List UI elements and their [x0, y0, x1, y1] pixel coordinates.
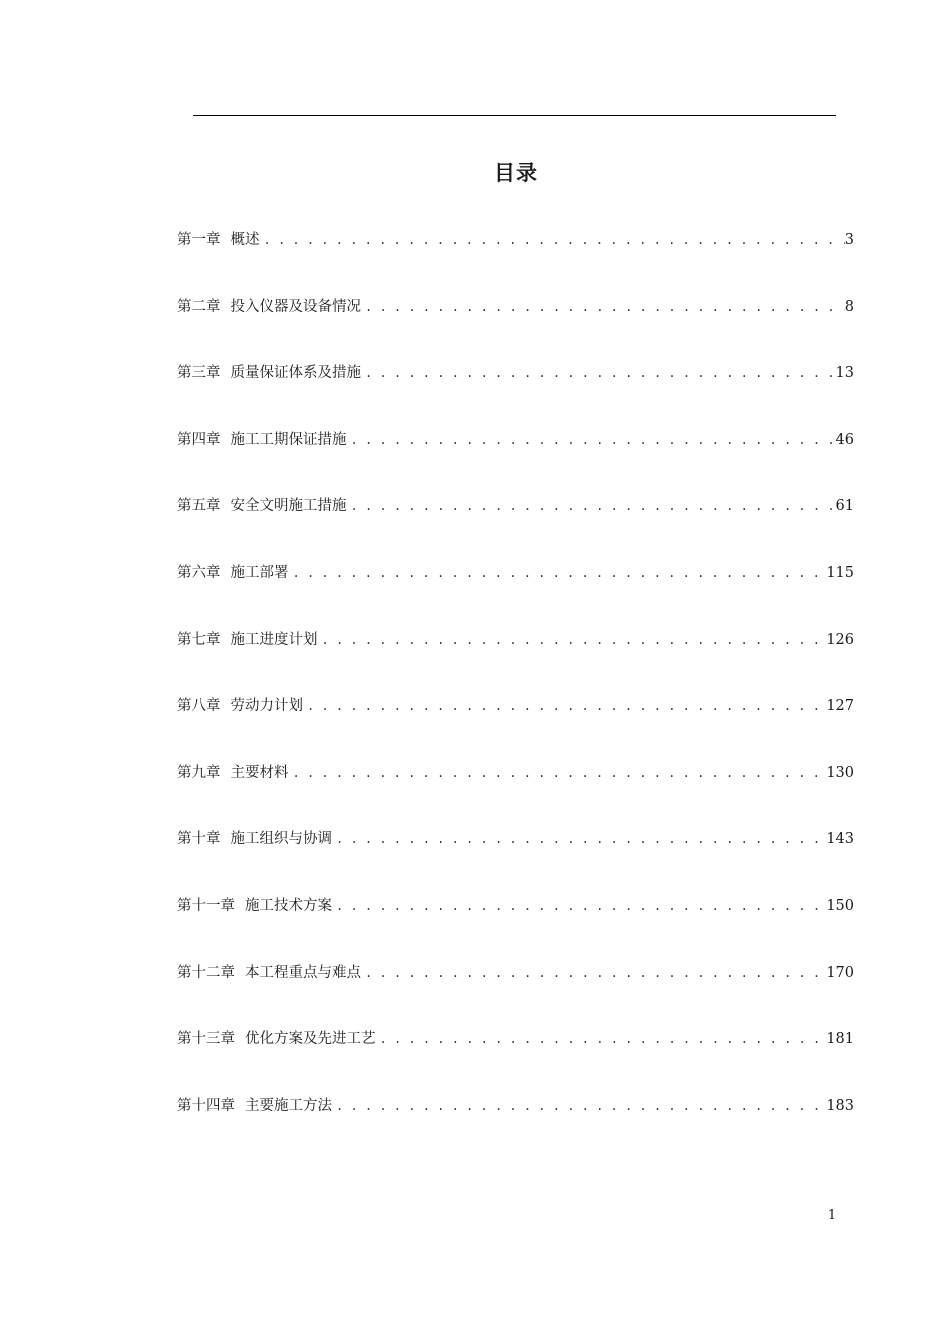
toc-dot-leader [361, 357, 836, 389]
toc-entry[interactable] [177, 690, 854, 757]
toc-entry[interactable] [177, 823, 854, 890]
header-rule [193, 115, 836, 116]
toc-entry[interactable] [177, 357, 854, 424]
toc-title: 目录 [494, 161, 538, 185]
toc-page-number: 143 [826, 831, 854, 848]
toc-entry[interactable] [177, 424, 854, 491]
toc-dot-leader [347, 424, 836, 456]
toc-dot-leader [289, 757, 827, 789]
toc-chapter-name: 施工部署 [230, 564, 289, 581]
toc-chapter-number: 第十四章 [177, 1097, 235, 1114]
toc-page-number: 181 [826, 1031, 854, 1048]
toc-page-number: 130 [826, 764, 854, 781]
toc-dot-leader [289, 557, 827, 589]
toc-chapter-name: 劳动力计划 [230, 698, 303, 715]
toc-chapter-number: 第十章 [177, 831, 221, 848]
toc-entry[interactable] [177, 890, 854, 957]
toc-chapter-number: 第三章 [177, 365, 221, 382]
toc-chapter-number: 第八章 [177, 698, 221, 715]
toc-entry[interactable] [177, 624, 854, 691]
toc-chapter-name: 质量保证体系及措施 [230, 365, 361, 382]
toc-entry[interactable] [177, 557, 854, 624]
toc-page-number: 13 [835, 365, 854, 382]
toc-chapter-number: 第六章 [177, 564, 221, 581]
toc-chapter-name: 投入仪器及设备情况 [230, 298, 361, 315]
toc-chapter-name: 施工工期保证措施 [230, 431, 347, 448]
toc-dot-leader [347, 490, 836, 522]
toc-page-number: 46 [835, 431, 854, 448]
toc-chapter-name: 安全文明施工措施 [230, 498, 347, 515]
toc-chapter-number: 第一章 [177, 232, 221, 248]
toc-chapter-name: 优化方案及先进工艺 [245, 1031, 376, 1048]
toc-page-number: 61 [835, 498, 854, 515]
toc-chapter-name: 施工组织与协调 [230, 831, 332, 848]
toc-chapter-name: 主要材料 [230, 764, 289, 781]
toc-dot-leader [361, 291, 845, 323]
toc-dot-leader [303, 690, 826, 722]
toc-entry[interactable] [177, 1023, 854, 1090]
toc-chapter-number: 第九章 [177, 764, 221, 781]
toc-entry[interactable] [177, 957, 854, 1024]
toc-dot-leader [332, 890, 826, 922]
toc-chapter-name: 施工技术方案 [245, 897, 332, 914]
page-number: 1 [827, 1208, 837, 1223]
toc-entry[interactable] [177, 1090, 854, 1157]
toc-dot-leader [361, 957, 826, 989]
toc-dot-leader [332, 1090, 826, 1122]
toc-dot-leader [260, 224, 845, 256]
toc-chapter-number: 第十三章 [177, 1031, 235, 1048]
toc-entry[interactable] [177, 224, 854, 291]
toc-dot-leader [376, 1023, 827, 1055]
toc-chapter-name: 本工程重点与难点 [245, 964, 361, 981]
toc-entry[interactable] [177, 490, 854, 557]
toc-page-number: 3 [844, 232, 854, 248]
toc-chapter-name: 施工进度计划 [230, 631, 318, 648]
toc-page-number: 183 [826, 1097, 854, 1114]
toc-chapter-name: 概述 [230, 232, 260, 248]
toc-chapter-number: 第二章 [177, 298, 221, 315]
toc-dot-leader [332, 823, 826, 855]
toc-chapter-number: 第四章 [177, 431, 221, 448]
toc-page-number: 126 [826, 631, 854, 648]
toc-chapter-number: 第十一章 [177, 897, 235, 914]
toc-entry[interactable] [177, 291, 854, 358]
toc-entry[interactable] [177, 757, 854, 824]
toc-page-number: 170 [826, 964, 854, 981]
toc-chapter-name: 主要施工方法 [245, 1097, 332, 1114]
toc-page-number: 150 [826, 897, 854, 914]
toc-page-number: 115 [826, 564, 854, 581]
toc-chapter-number: 第五章 [177, 498, 221, 515]
toc-dot-leader [318, 624, 827, 656]
toc-chapter-number: 第十二章 [177, 964, 235, 981]
toc-page-number: 127 [826, 698, 854, 715]
toc-chapter-number: 第七章 [177, 631, 221, 648]
toc-list [177, 224, 854, 1156]
toc-page-number: 8 [844, 298, 854, 315]
